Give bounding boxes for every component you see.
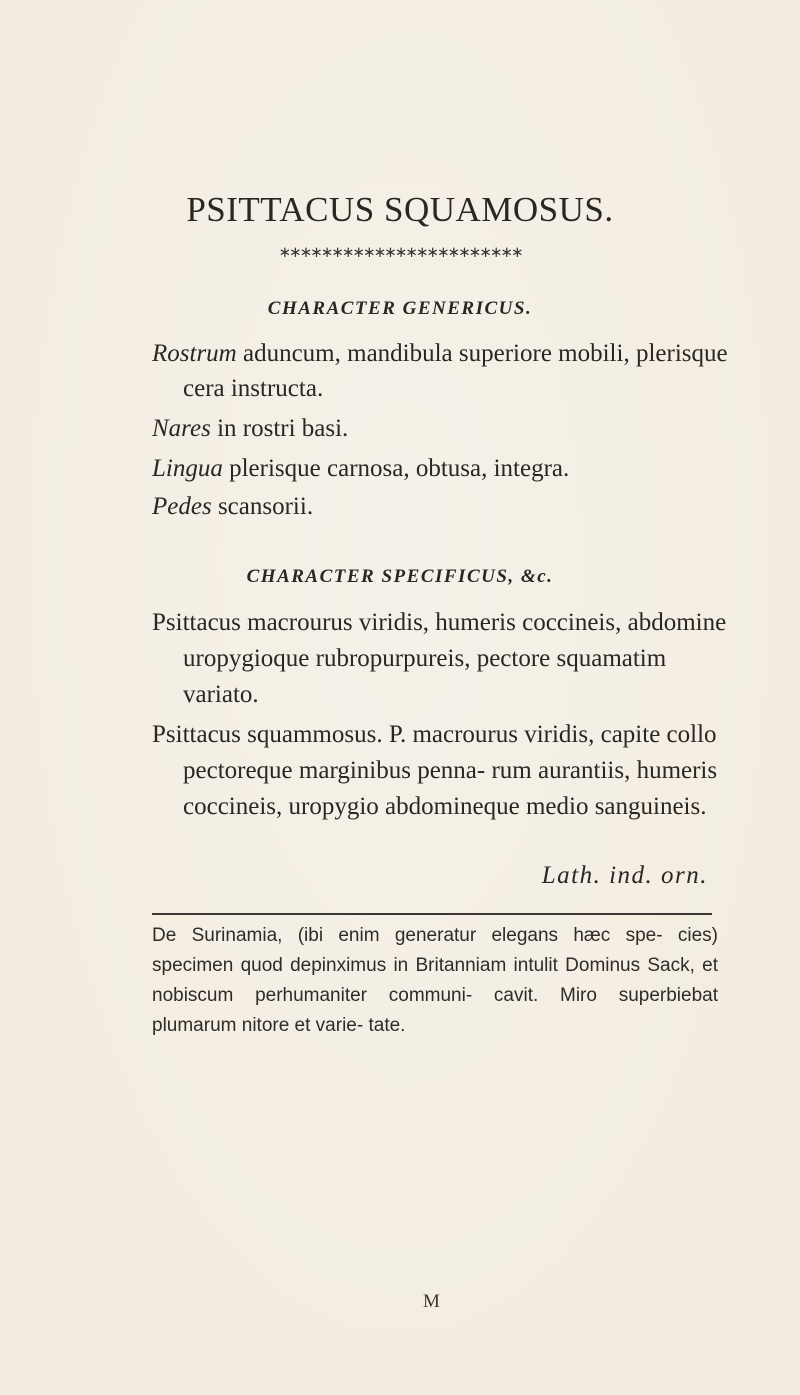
note-paragraph: De Surinamia, (ibi enim generatur elegans hæc spe- cies) specimen quod depinximus in Britanniam intulit Dominus Sack, et nobiscum perhumaniter communi- cavit. Miro superbiebat plumarum nitore et varie- tate. xyxy=(152,925,718,1036)
citation: Lath. ind. orn. xyxy=(541,862,708,889)
entry-text: scansorii. xyxy=(211,493,314,520)
entry-term: Pedes xyxy=(152,493,212,520)
entry-term: Rostrum xyxy=(152,340,237,367)
specific-paragraph-1: Psittacus macrourus viridis, humeris coccineis, abdomine uropygioque rubropurpureis, pectore squamatim variato. xyxy=(152,609,727,708)
entry-text: in rostri basi. xyxy=(210,415,349,442)
divider-rule xyxy=(152,913,712,915)
entry-term: Nares xyxy=(152,415,211,442)
entry-text: aduncum, mandibula superiore mobili, plerisque cera instructa. xyxy=(183,340,728,402)
entry-pedes xyxy=(152,489,743,524)
specific-paragraph-2: Psittacus squammosus. P. macrourus viridis, capite collo pectoreque marginibus penna- rum aurantiis, humeris coccineis, uropygio abdomineque medio sanguineis. xyxy=(152,721,718,820)
generic-character-heading: CHARACTER GENERICUS. xyxy=(267,298,533,319)
page-title: PSITTACUS SQUAMOSUS. xyxy=(186,190,614,229)
entry-rostrum xyxy=(152,336,743,406)
entry-lingua xyxy=(152,451,743,486)
ornament-stars: ∗∗∗∗∗∗∗∗∗∗∗∗∗∗∗∗∗∗∗∗∗∗∗ xyxy=(278,243,522,261)
entry-nares xyxy=(152,411,743,446)
signature-mark: M xyxy=(423,1291,440,1312)
specific-character-heading: CHARACTER SPECIFICUS, &c. xyxy=(246,566,554,587)
entry-text: plerisque carnosa, obtusa, integra. xyxy=(222,455,570,482)
entry-term: Lingua xyxy=(152,455,223,482)
